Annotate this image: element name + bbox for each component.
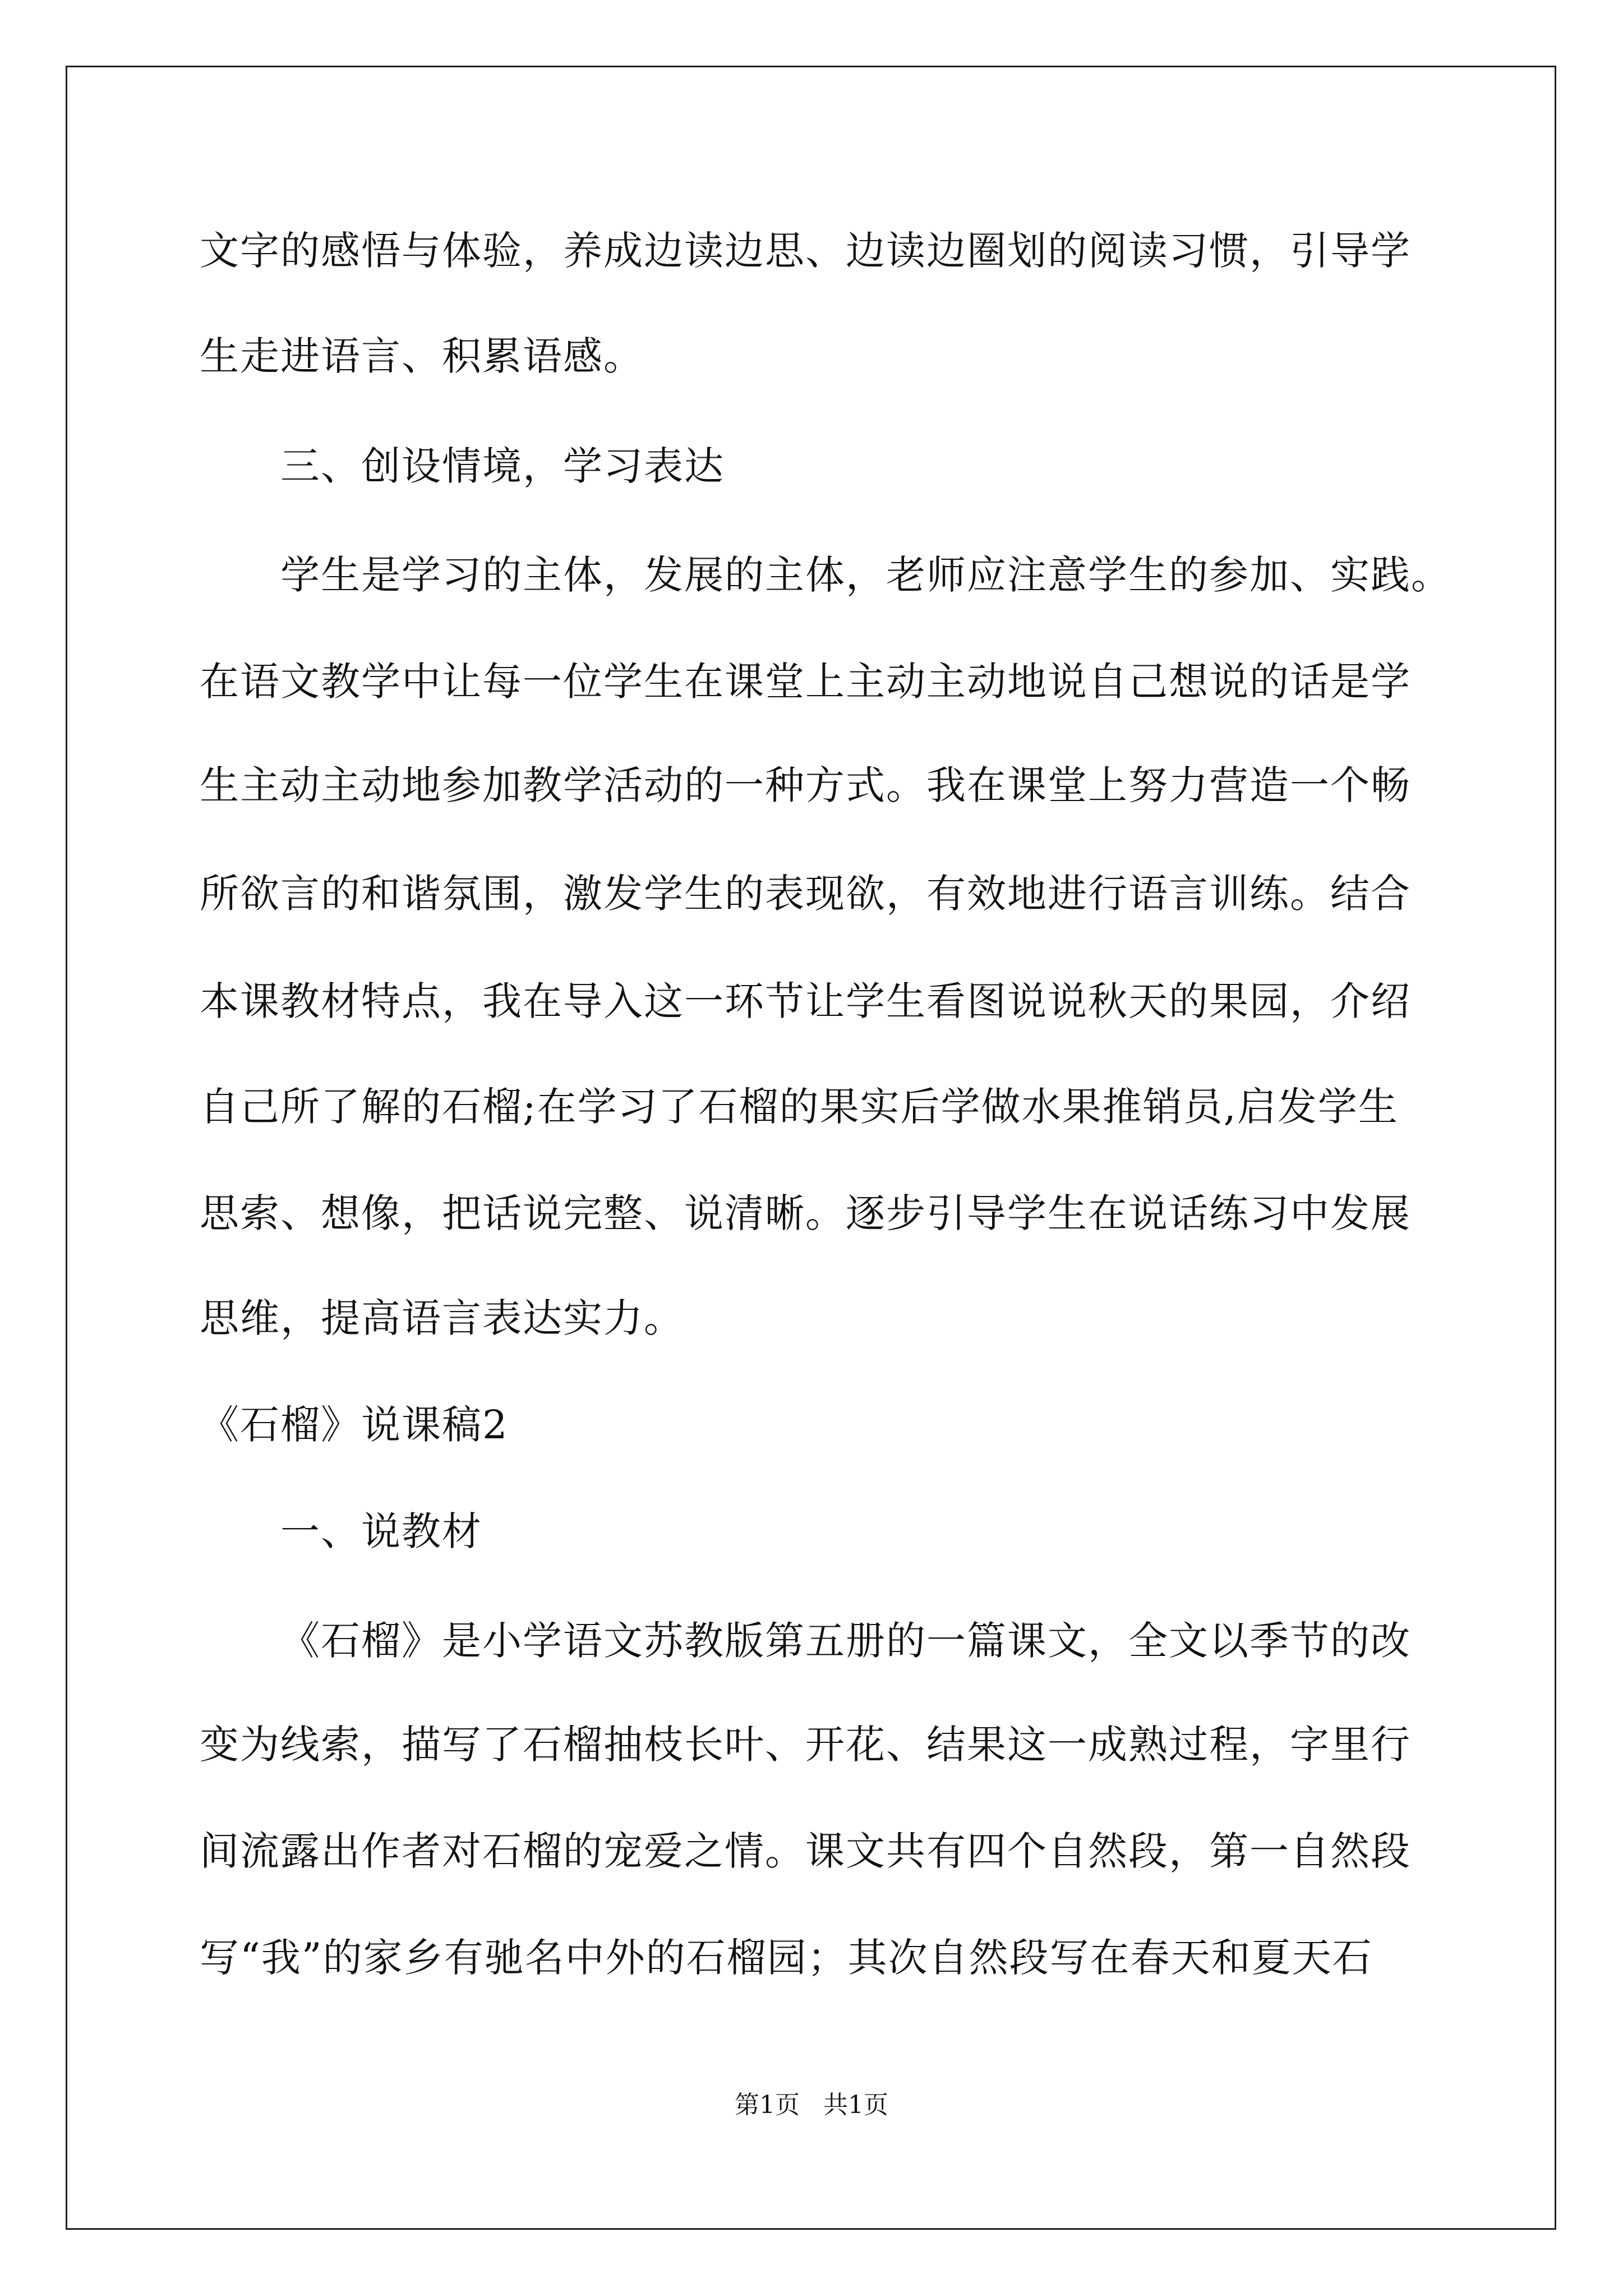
body-line-17: 写“我”的家乡有驰名中外的石榴园；其次自然段写在春天和夏天石: [200, 1935, 1373, 1981]
body-line-15: 变为线索，描写了石榴抽枝长叶、开花、结果这一成熟过程，字里行: [200, 1722, 1411, 1768]
body-line-16: 间流露出作者对石榴的宠爱之情。课文共有四个自然段，第一自然段: [200, 1828, 1411, 1874]
body-line-10: 思索、想像，把话说完整、说清晰。逐步引导学生在说话练习中发展: [200, 1190, 1411, 1236]
page-border: [66, 66, 1556, 2230]
body-line-11: 思维，提高语言表达实力。: [200, 1295, 684, 1341]
section-heading-1: 一、说教材: [280, 1508, 482, 1554]
body-line-7: 所欲言的和谐氛围，激发学生的表现欲，有效地进行语言训练。结合: [200, 871, 1411, 917]
paragraph-start-line-2: 《石榴》是小学语文苏教版第五册的一篇课文，全文以季节的改: [280, 1618, 1411, 1664]
body-line-1: 文字的感悟与体验，养成边读边思、边读边圈划的阅读习惯，引导学: [200, 228, 1411, 274]
section-heading-3: 三、创设情境，学习表达: [280, 443, 725, 489]
body-line-2: 生走进语言、积累语感。: [200, 333, 644, 379]
paragraph-start-line: 学生是学习的主体，发展的主体，老师应注意学生的参加、实践。: [280, 552, 1451, 598]
body-line-6: 生主动主动地参加教学活动的一种方式。我在课堂上努力营造一个畅: [200, 762, 1411, 808]
body-line-5: 在语文教学中让每一位学生在课堂上主动主动地说自己想说的话是学: [200, 659, 1411, 705]
body-line-9: 自己所了解的石榴;在学习了石榴的果实后学做水果推销员,启发学生: [200, 1084, 1399, 1130]
page-footer: 第1页 共1页: [735, 2091, 888, 2119]
body-line-8: 本课教材特点，我在导入这一环节让学生看图说说秋天的果园，介绍: [200, 978, 1411, 1024]
document-title: 《石榴》说课稿2: [200, 1402, 509, 1448]
